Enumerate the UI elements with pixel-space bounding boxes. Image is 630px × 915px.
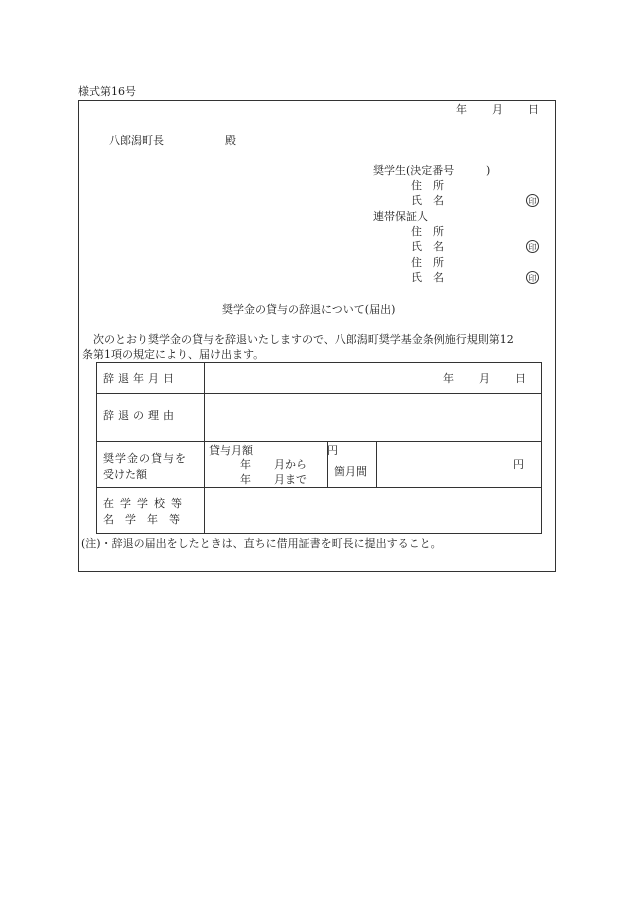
from-month: 月から (274, 458, 307, 471)
body-line-1: 次のとおり奨学金の貸与を辞退いたしますので、八郎潟町奨学基金条例施行規則第12 (93, 333, 514, 346)
monthly-amount-yen: 円 (327, 444, 338, 457)
row-loan-amount-label-1: 奨学金の貸与を (103, 452, 187, 465)
to-year: 年 (240, 473, 251, 486)
months-count-label: 箇月間 (334, 465, 367, 478)
document-title: 奨学金の貸与の辞退について(届出) (222, 303, 396, 316)
scholar-label: 奨学生(決定番号 (373, 164, 455, 177)
scholar-close: ) (486, 164, 491, 177)
date-day: 日 (528, 103, 539, 116)
guarantor-1-name-label: 氏 名 (411, 240, 444, 253)
withdrawal-table (96, 362, 542, 534)
guarantor-2-name-label: 氏 名 (411, 271, 444, 284)
to-month: 月まで (274, 473, 307, 486)
row-withdrawal-reason-label: 辞退の理由 (103, 409, 178, 422)
table-divider (97, 393, 541, 394)
date-month: 月 (492, 103, 503, 116)
row-withdrawal-date-label: 辞退年月日 (103, 372, 178, 385)
scholar-address-label: 住 所 (411, 179, 444, 192)
guarantor-2-address-label: 住 所 (411, 256, 444, 269)
guarantor-1-address-label: 住 所 (411, 225, 444, 238)
body-line-2: 条第1項の規定により、届け出ます。 (82, 348, 265, 361)
total-amount-yen: 円 (513, 458, 524, 471)
monthly-amount-label: 貸与月額 (209, 444, 253, 457)
row-loan-amount-label-2: 受けた額 (103, 468, 147, 481)
withdrawal-month: 月 (479, 372, 490, 385)
withdrawal-day: 日 (515, 372, 526, 385)
table-divider (97, 487, 541, 488)
seal-icon: 印 (526, 194, 539, 207)
row-school-label-1: 在学学校等 (103, 497, 188, 510)
addressee-name: 八郎潟町長 (109, 134, 164, 147)
seal-icon: 印 (526, 240, 539, 253)
guarantor-label: 連帯保証人 (373, 210, 428, 223)
scholar-name-label: 氏 名 (411, 194, 444, 207)
table-divider (376, 441, 377, 487)
table-divider (204, 363, 205, 533)
table-divider (97, 441, 541, 442)
addressee-honorific: 殿 (225, 134, 236, 147)
seal-icon: 印 (526, 271, 539, 284)
row-school-label-2: 名 学 年 等 (103, 513, 180, 526)
footnote: (注)・辞退の届出をしたときは、直ちに借用証書を町長に提出すること。 (81, 537, 442, 550)
from-year: 年 (240, 458, 251, 471)
date-year: 年 (456, 103, 467, 116)
withdrawal-year: 年 (443, 372, 454, 385)
form-number: 様式第16号 (78, 85, 136, 98)
